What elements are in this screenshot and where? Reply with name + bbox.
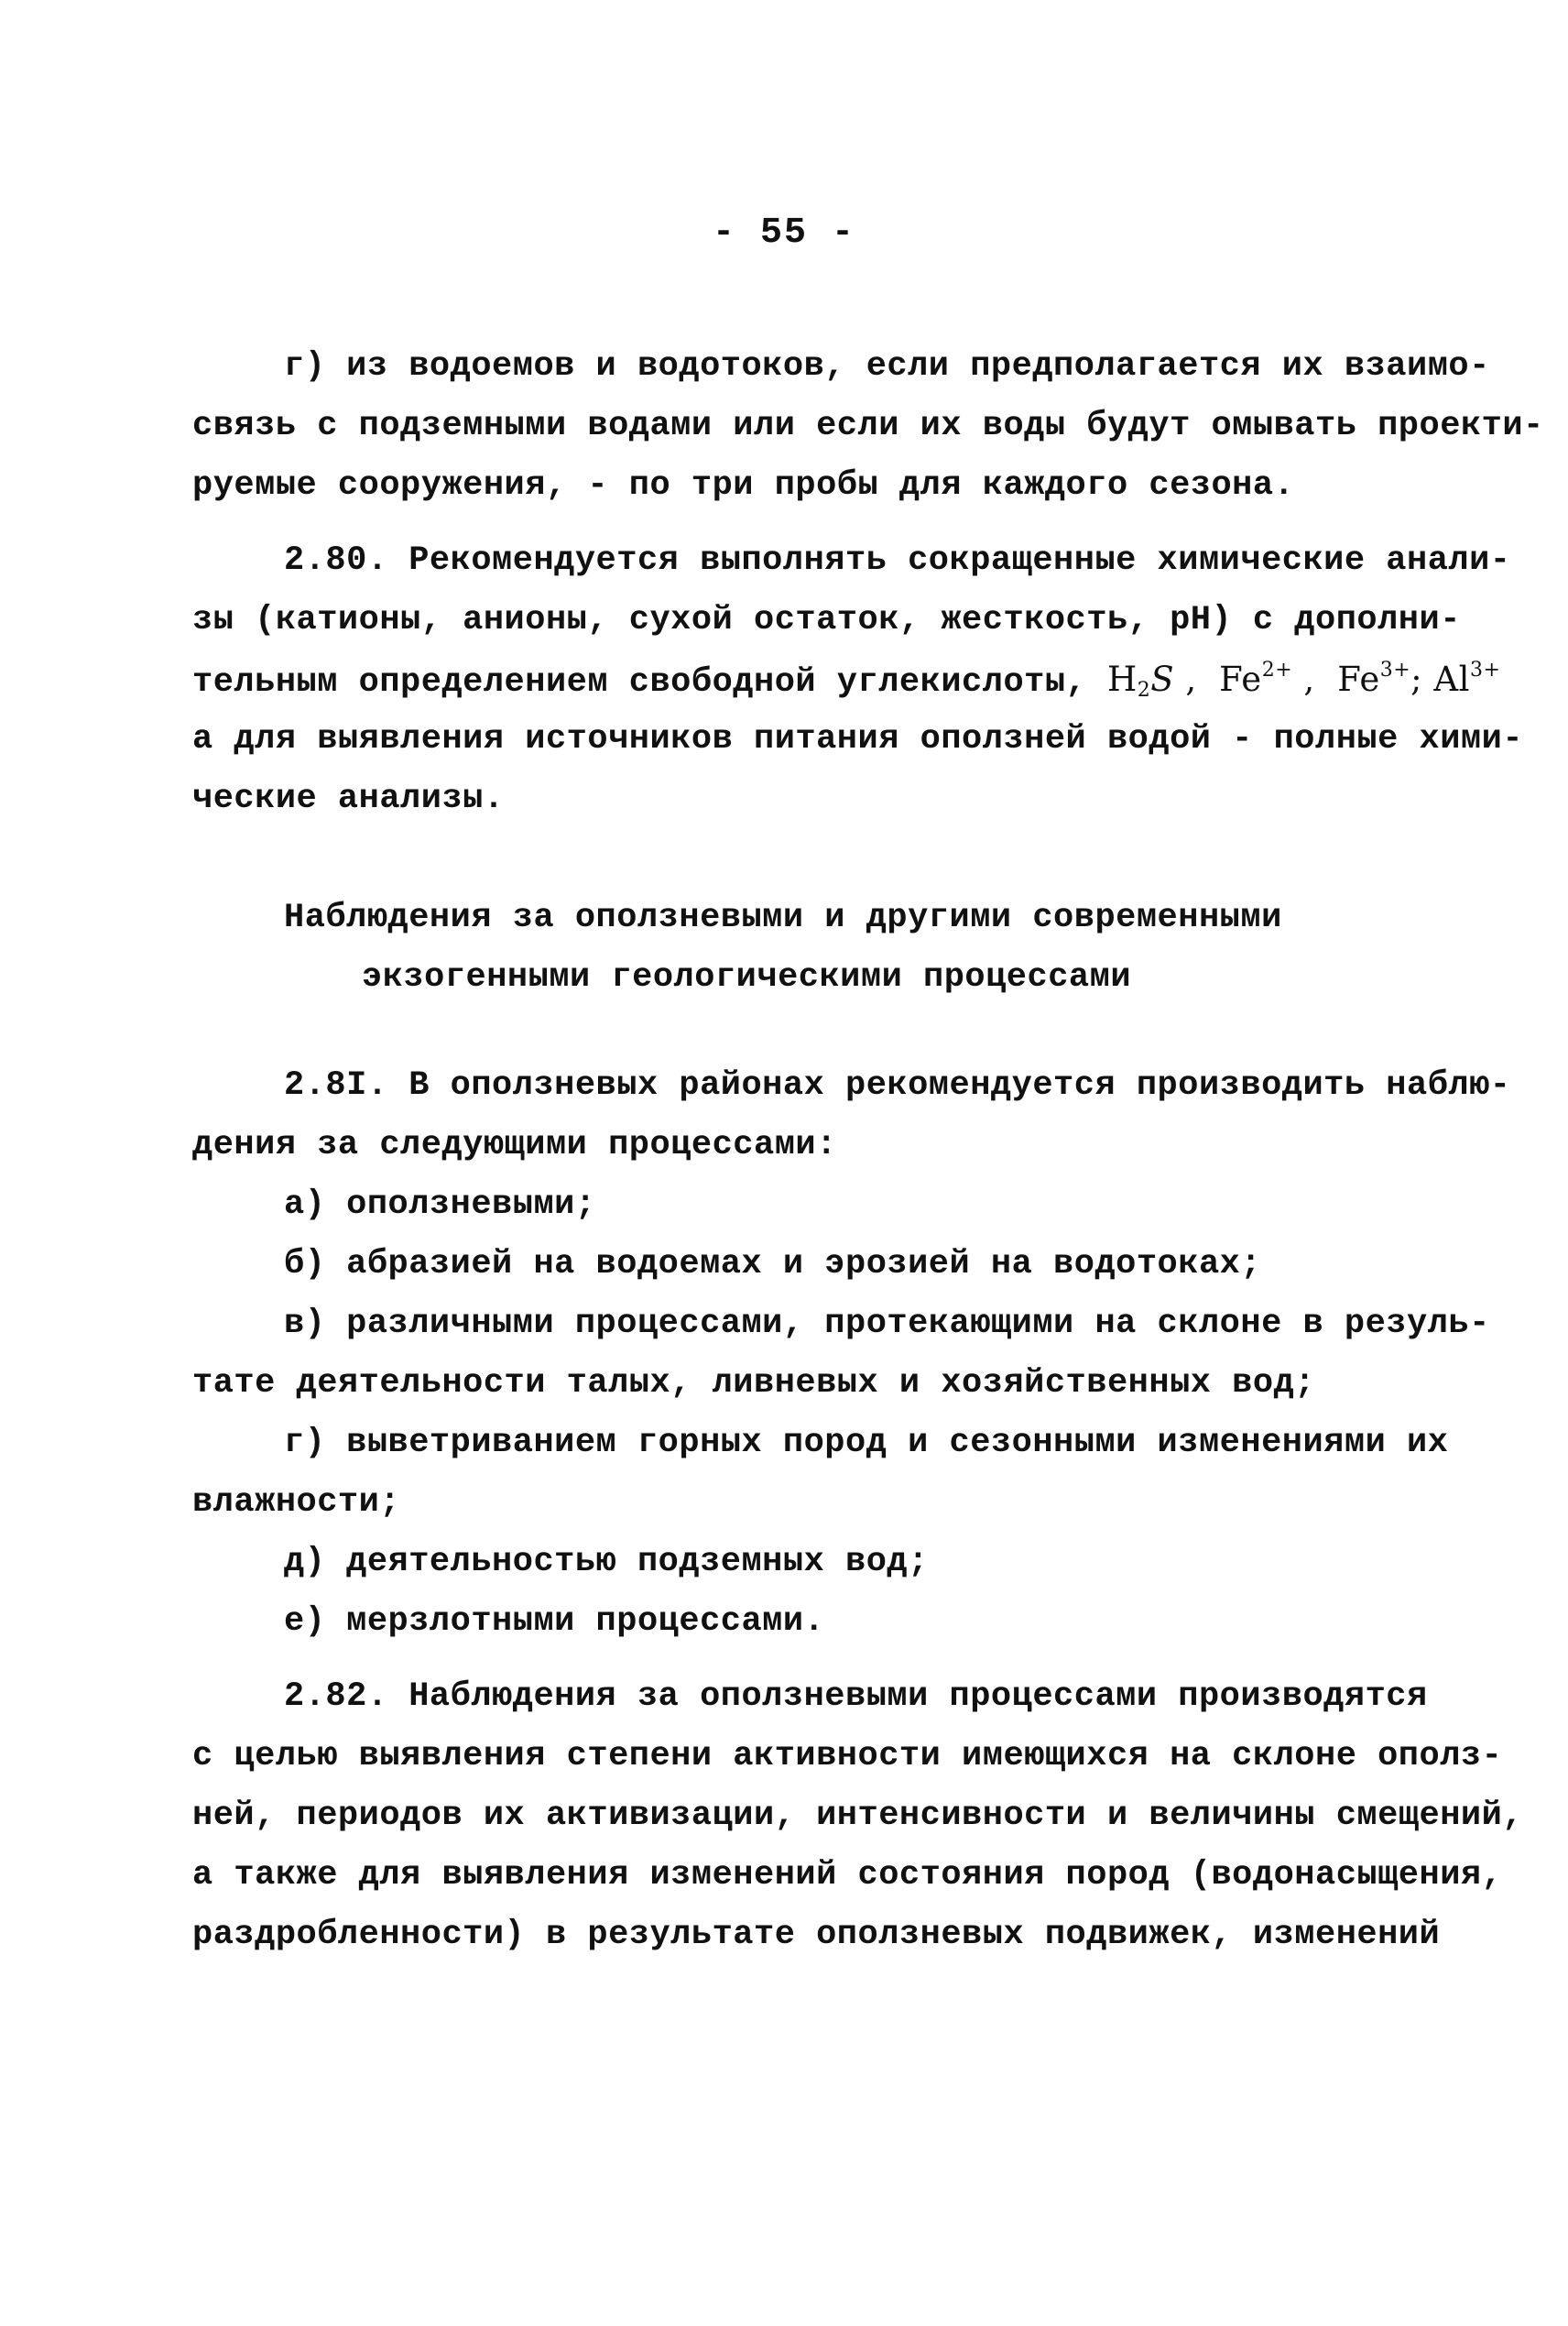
list-item-g-line-1: г) выветриванием горных пород и сезонными изменениями их (284, 1424, 1449, 1462)
list-item-v-line-1: в) различными процессами, протекающими на склоне в резуль- (284, 1305, 1490, 1343)
paragraph-2-80-line-3-text: тельным определением свободной углекислоты, (192, 663, 1107, 702)
paragraph-g-line-3: руемые сооружения, - по три пробы для каждого сезона. (192, 466, 1295, 505)
formula-sep-1: , (1174, 660, 1220, 699)
paragraph-g-line-2: связь с подземными водами или если их воды будут омывать проекти- (192, 407, 1544, 445)
formula-s: S (1150, 660, 1175, 699)
list-item-v-line-2: тате деятельности талых, ливневых и хозяйственных вод; (192, 1364, 1315, 1403)
formula-fe-2: Fe (1337, 660, 1380, 699)
paragraph-g-line-1: г) из водоемов и водотоков, если предполагается их взаимо- (284, 347, 1490, 386)
list-item-g-line-2: влажности; (192, 1483, 401, 1522)
formula-al: Al (1433, 660, 1470, 699)
paragraph-2-82-line-2: с целью выявления степени активности имеющихся на склоне ополз- (192, 1737, 1503, 1775)
formula-fe-1: Fe (1219, 660, 1262, 699)
formula-al-sup: 3+ (1469, 659, 1501, 682)
paragraph-2-80-line-2: зы (катионы, анионы, сухой остаток, жесткость, pH) с дополни- (192, 601, 1461, 639)
list-item-b: б) абразией на водоемах и эрозией на водотоках; (284, 1245, 1262, 1283)
paragraph-2-82-line-4: а также для выявления изменений состояния пород (водонасыщения, (192, 1856, 1503, 1895)
formula-fe-2-sup: 3+ (1379, 659, 1411, 682)
paragraph-2-81-line-1: 2.8I. В оползневых районах рекомендуется производить наблю- (284, 1066, 1511, 1105)
paragraph-2-82-line-3: ней, периодов их активизации, интенсивности и величины смещений, (192, 1796, 1524, 1835)
paragraph-2-80-line-4: а для выявления источников питания оползней водой - полные хими- (192, 720, 1524, 759)
paragraph-2-80-line-5: ческие анализы. (192, 780, 505, 818)
paragraph-2-80-line-1: 2.80. Рекомендуется выполнять сокращенные химические анали- (284, 541, 1511, 580)
section-heading-line-1: Наблюдения за оползневыми и другими современными (284, 899, 1282, 937)
formula-sep-3: ; (1410, 660, 1434, 699)
formula-sep-2: , (1292, 660, 1338, 699)
formula-h-sub: 2 (1137, 679, 1151, 702)
formula-fe-1-sup: 2+ (1261, 659, 1293, 682)
formula-h: H (1106, 660, 1138, 699)
list-item-a: а) оползневыми; (284, 1185, 596, 1224)
chemical-formula (1106, 659, 1501, 702)
paragraph-2-82-line-1: 2.82. Наблюдения за оползневыми процессами производятся (284, 1677, 1428, 1716)
list-item-e: е) мерзлотными процессами. (284, 1602, 825, 1641)
page-number: - 55 - (712, 213, 856, 254)
list-item-d: д) деятельностью подземных вод; (284, 1543, 929, 1581)
paragraph-2-81-line-2: дения за следующими процессами: (192, 1126, 837, 1164)
section-heading-line-2: экзогенными геологическими процессами (362, 958, 1132, 997)
paragraph-2-80-line-3 (192, 659, 1501, 703)
paragraph-2-82-line-5: раздробленности) в результате оползневых подвижек, изменений (192, 1916, 1441, 1954)
